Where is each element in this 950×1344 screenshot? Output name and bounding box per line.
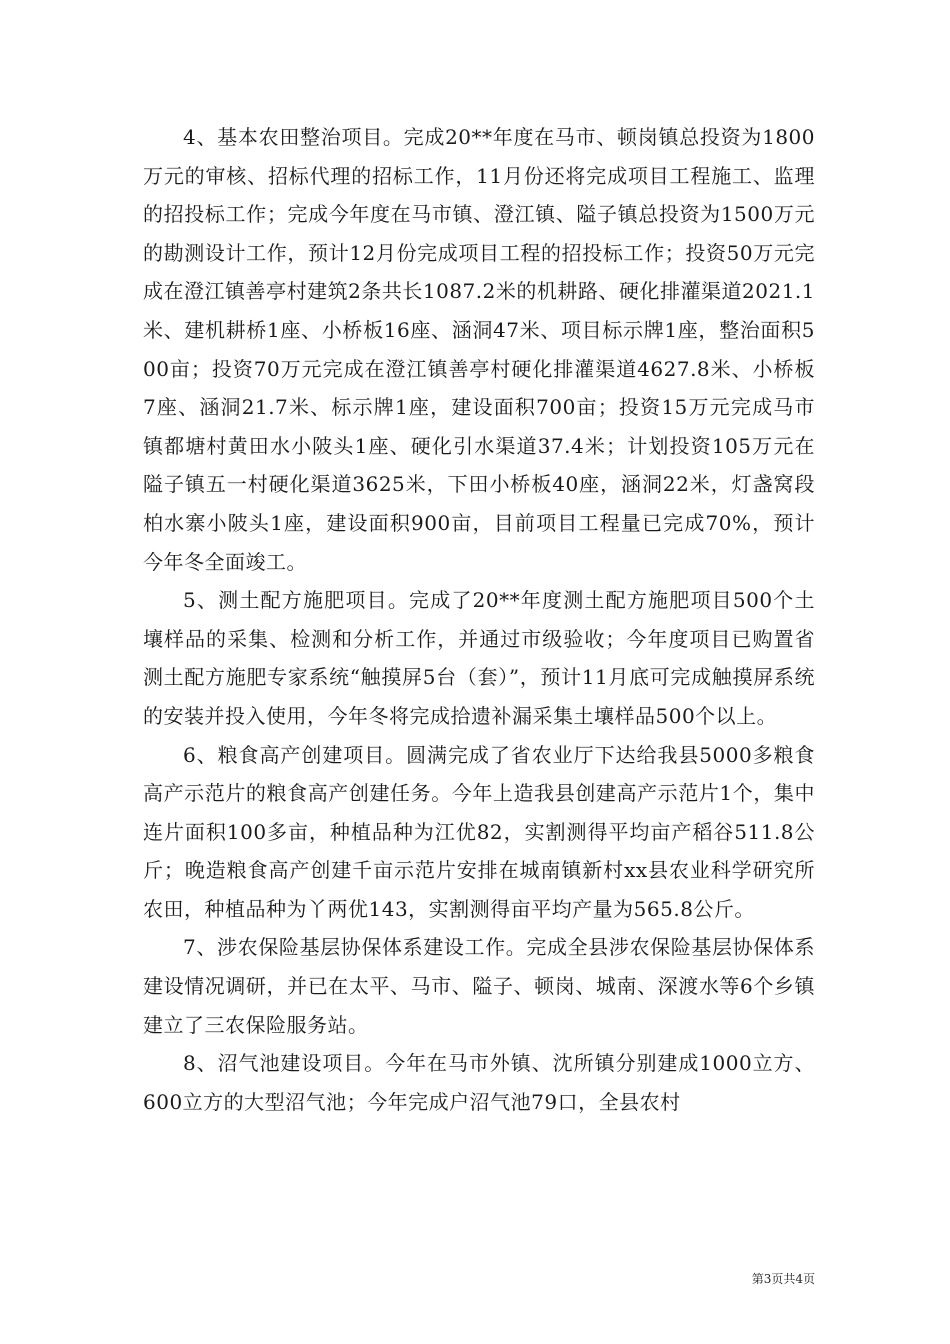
paragraph-farmland-project: 4、基本农田整治项目。完成20**年度在马市、顿岗镇总投资为1800万元的审核、招标代理的招标工作，11月份还将完成项目工程施工、监理的招投标工作；完成今年度在马市镇、澄江镇、隘子镇总投资为1500万元的勘测设计工作，预计12月份完成项目工程的招投标工作；投资50万元完成在澄江镇善亭村建筑2条共长1087.2米的机耕路、硬化排灌渠道2021.1米、建机耕桥1座、小桥板16座、涵洞47米、项目标示牌1座，整治面积500亩；投资70万元完成在澄江镇善亭村硬化排灌渠道4627.8米、小桥板7座、涵洞21.7米、标示牌1座，建设面积700亩；投资15万元完成马市镇都塘村黄田水小陂头1座、硬化引水渠道37.4米；计划投资105万元在隘子镇五一村硬化渠道3625米，下田小桥板40座，涵洞22米，灯盏窝段柏水寨小陂头1座，建设面积900亩，目前项目工程量已完成70%，预计今年冬全面竣工。 [143,125,815,574]
document-body [143,118,815,1121]
paragraph-agri-insurance: 7、涉农保险基层协保体系建设工作。完成全县涉农保险基层协保体系建设情况调研，并已在太平、马市、隘子、顿岗、城南、深渡水等6个乡镇建立了三农保险服务站。 [143,935,815,1037]
paragraph-soil-testing-project: 5、测土配方施肥项目。完成了20**年度测土配方施肥项目500个土壤样品的采集、检测和分析工作，并通过市级验收；今年度项目已购置省测土配方施肥专家系统“触摸屏5台（套）”，预计11月底可完成触摸屏系统的安装并投入使用，今年冬将完成拾遗补漏采集土壤样品500个以上。 [143,588,815,728]
paragraph-grain-yield-project: 6、粮食高产创建项目。圆满完成了省农业厅下达给我县5000多粮食高产示范片的粮食高产创建任务。今年上造我县创建高产示范片1个，集中连片面积100多亩，种植品种为江优82，实割测得平均亩产稻谷511.8公斤；晚造粮食高产创建千亩示范片安排在城南镇新村xx县农业科学研究所农田，种植品种为丫两优143，实割测得亩平均产量为565.8公斤。 [143,742,815,921]
paragraph-biogas-project: 8、沼气池建设项目。今年在马市外镇、沈所镇分别建成1000立方、600立方的大型沼气池；今年完成户沼气池79口，全县农村 [143,1051,815,1114]
page-number-footer: 第3页共4页 [751,1272,815,1286]
